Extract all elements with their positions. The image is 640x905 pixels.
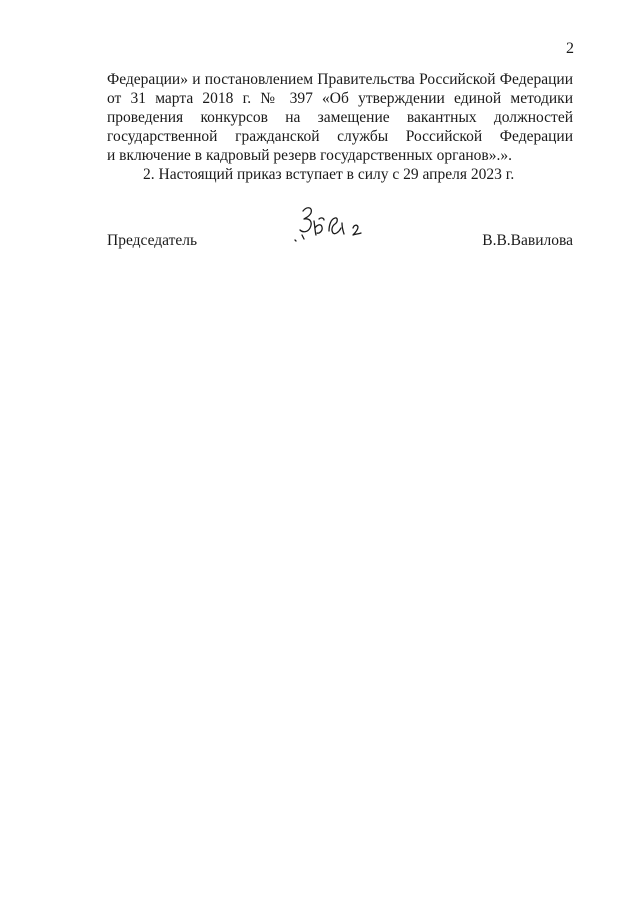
signature-block [107, 228, 573, 252]
handwritten-signature [291, 201, 371, 249]
paragraph-1-line-3: проведения конкурсов на замещение вакантных должностей [107, 109, 573, 126]
document-body [107, 70, 573, 184]
page-number: 2 [566, 40, 574, 57]
paragraph-2: 2. Настоящий приказ вступает в силу с 29 апреля 2023 г. [143, 166, 515, 183]
paragraph-1-line-4: государственной гражданской службы Российской Федерации [107, 128, 573, 145]
paragraph-1-line-1: Федерации» и постановлением Правительства Российской Федерации [107, 71, 573, 88]
paragraph-1-line-5: и включение в кадровый резерв государственных органов».». [107, 147, 512, 164]
paragraph-1-line-2: от 31 марта 2018 г. № 397 «Об утверждении единой методики [107, 90, 573, 107]
signatory-title: Председатель [107, 232, 198, 249]
signatory-name: В.В.Вавилова [482, 232, 573, 249]
